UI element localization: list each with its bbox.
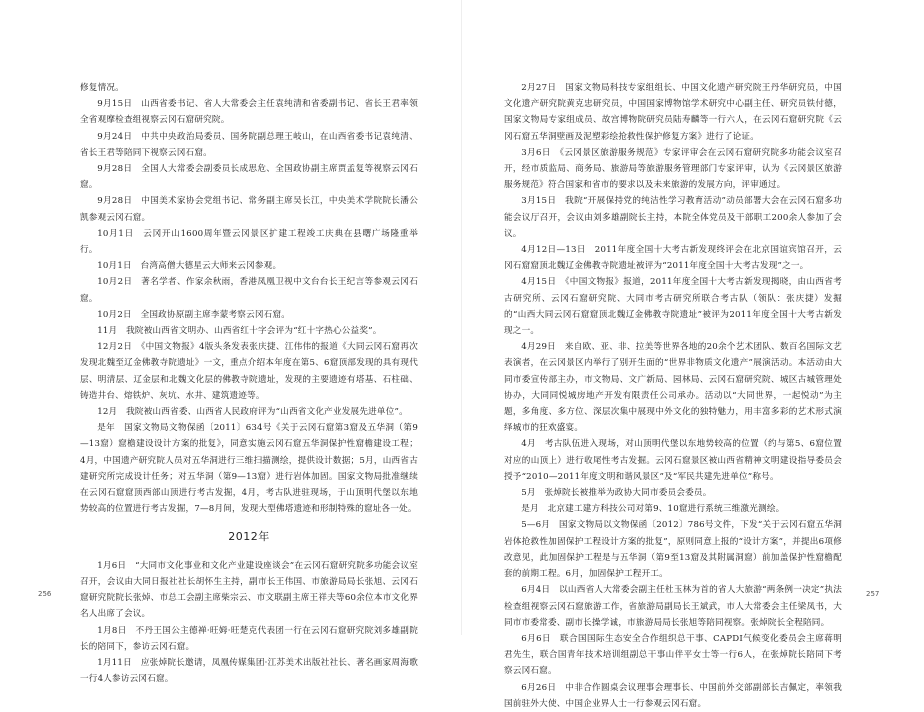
chronicle-paragraph: 1月11日 应张焯院长邀请，凤凰传媒集团·江苏美术出版社社长、著名画家周海歌一行4人参访云冈石窟。 bbox=[80, 657, 418, 685]
chronicle-paragraph: 1月6日 “大同市文化事业和文化产业建设座谈会”在云冈石窟研究院多功能会议室召开，会议由大同日报社社长胡怀生主持，副市长王伟国、市旅游局局长张旭、云冈石窟研究院院长张焯、市总工会副主席柴宗云、市文联副主席王祥夫等60余位本市文化界名人出席了会议。 bbox=[80, 560, 418, 620]
chronicle-paragraph: 9月28日 中国美术家协会党组书记、常务副主席吴长江，中央美术学院院长潘公凯参观云冈石窟。 bbox=[80, 196, 418, 223]
chronicle-paragraph: 3月6日 《云冈景区旅游服务规范》专家评审会在云冈石窟研究院多功能会议室召开，经市质监局、商务局、旅游局等旅游服务管理部门专家评审，认为《云冈景区旅游服务规范》符合国家和省市的要求以及未来旅游的发展方向，评审通过。 bbox=[504, 147, 842, 191]
left-page-text bbox=[80, 80, 418, 687]
chronicle-paragraph: 5—6月 国家文物局以文物保函〔2012〕786号文件，下发“关于云冈石窟五华洞岩体抢救性加固保护工程设计方案的批复”，原则同意上报的“设计方案”，并提出6项修改意见，此加固保护工程是与五华洞（第9至13窟及其附属洞窟）前加盖保护性窟檐配套的前期工程。6月，加固保护工程开工。 bbox=[504, 520, 842, 580]
chronicle-paragraph: 6月4日 以山西省人大常委会副主任杜玉林为首的省人大旅游“两条例一决定”执法检查组视察云冈石窟旅游工作，省旅游局副局长王斌武，市人大常委会主任梁凤书，大同市市委常委、副市长操学诚，市旅游局局长张旭等陪同视察。张焯院长全程陪同。 bbox=[504, 585, 842, 628]
left-paragraphs-2012 bbox=[80, 558, 418, 688]
right-page bbox=[462, 0, 924, 709]
chronicle-paragraph: 10月2日 著名学者、作家余秋雨，香港凤凰卫视中文台台长王纪言等参观云冈石窟。 bbox=[80, 277, 418, 304]
page-number-left: 256 bbox=[38, 590, 52, 598]
right-paragraphs bbox=[504, 80, 842, 712]
chronicle-paragraph: 10月1日 云冈开山1600周年暨云冈景区扩建工程竣工庆典在县曙广场隆重举行。 bbox=[80, 228, 418, 256]
chronicle-paragraph: 11月 我院被山西省文明办、山西省红十字会评为“红十字热心公益奖”。 bbox=[97, 326, 382, 337]
left-paragraphs bbox=[80, 80, 418, 517]
chronicle-paragraph: 是月 北京建工建方科技公司对第9、10窟进行系统三维激光测绘。 bbox=[521, 504, 785, 515]
chronicle-paragraph: 1月8日 不丹王国公主德禅·旺姆·旺楚克代表团一行在云冈石窟研究院刘多雄副院长的陪同下，参访云冈石窟。 bbox=[80, 625, 418, 652]
chronicle-paragraph: 4月12日—13日 2011年度全国十大考古新发现终评会在北京国谊宾馆召开，云冈石窟窟顶北魏辽金佛教寺院遗址被评为“2011年度全国十大考古发现”之一。 bbox=[504, 245, 842, 272]
chronicle-paragraph: 9月28日 全国人大常委会副委员长成思危、全国政协副主席贾孟复等视察云冈石窟。 bbox=[80, 164, 418, 191]
right-page-text bbox=[504, 80, 842, 712]
chronicle-paragraph: 9月24日 中共中央政治局委员、国务院副总理王岐山，在山西省委书记袁纯清、省长王君等陪同下视察云冈石窟。 bbox=[80, 131, 418, 158]
chronicle-paragraph: 4月15日 《中国文物报》报道，2011年度全国十大考古新发现揭晓，由山西省考古研究所、云冈石窟研究院、大同市考古研究所联合考古队（领队：张庆捷）发掘的“山西大同云冈石窟窟顶北魏辽金佛教寺院遗址”被评为2011年度全国十大考古新发现之一。 bbox=[504, 277, 842, 337]
chronicle-paragraph: 3月15日 我院“开展保持党的纯洁性学习教育活动”动员部署大会在云冈石窟多功能会议厅召开，会议由刘多雄副院长主持，本院全体党员及干部职工200余人参加了会议。 bbox=[504, 196, 842, 239]
chronicle-paragraph: 4月29日 来自欧、亚、非、拉美等世界各地的20余个艺术团队、数百名国际文艺表演者，在云冈景区内举行了别开生面的“世界非物质文化遗产”展演活动。本活动由大同市委宣传部主办，市文物局、文广新局、园林局、云冈石窟研究院、城区古城管理处协办，大同同悦城房地产开发有限责任公司承办。活动以“大同世界，一起悦动”为主题，多角度、多方位、深层次集中展现中外文化的独特魅力，用丰富多彩的艺术形式演绎城市的狂欢盛宴。 bbox=[504, 342, 842, 434]
chronicle-paragraph: 修复情况。 bbox=[80, 83, 124, 93]
chronicle-paragraph: 9月15日 山西省委书记、省人大常委会主任袁纯清和省委副书记、省长王君率领全省观摩检查组视察云冈石窟研究院。 bbox=[80, 99, 418, 126]
chronicle-paragraph: 5月 张焯院长被推举为政协大同市委员会委员。 bbox=[521, 488, 712, 499]
left-page bbox=[0, 0, 462, 685]
year-heading: 2012年 bbox=[228, 530, 270, 544]
chronicle-paragraph: 12月 我院被山西省委、山西省人民政府评为“山西省文化产业发展先进单位”。 bbox=[97, 407, 408, 418]
chronicle-paragraph: 6月6日 联合国国际生态安全合作组织总干事、CAPDI气候变化委员会主席蒋明君先生，联合国青年技术培训组副总干事山伴平女士等一行6人，在张焯院长陪同下考察云冈石窟。 bbox=[504, 633, 842, 677]
chronicle-paragraph: 10月2日 全国政协原副主席李蒙考察云冈石窟。 bbox=[97, 309, 291, 320]
chronicle-paragraph: 2月27日 国家文物局科技专家组组长、中国文化遗产研究院王丹华研究员，中国文化遗产研究院黄克忠研究员，中国国家博物馆学术研究中心副主任、研究员铁付德，国家文物局专家组成员、故宫博物院研究员陆寿麟等一行六人，在云冈石窟研究院《云冈石窟五华洞壁画及泥塑彩绘抢救性保护修复方案》进行了论证。 bbox=[504, 83, 842, 142]
chronicle-paragraph: 是年 国家文物局文物保函〔2011〕634号《关于云冈石窟第3窟及五华洞（第9—13窟）窟檐建设设计方案的批复》，同意实施云冈石窟五华洞保护性窟檐建设工程；4月，中国遗产研究院人员对五华洞进行三维扫描测绘，提供设计数据；5月，山西省古建研究所完成设计任务；对五华洞（第9—13窟）进行岩体加固。国家文物局批准继续在云冈石窟窟顶西部山顶进行考古发掘，4月，考古队进驻现场，于山顶明代堡以东地势较高的位置进行考古发掘，7—8月间，发现大型佛塔遗迹和形制特殊的窟址各一处。 bbox=[80, 423, 418, 515]
chronicle-paragraph: 12月2日 《中国文物报》4版头条发表张庆捷、江伟伟的报道《大同云冈石窟再次发现北魏至辽金佛教寺院遗址》一文，重点介绍本年度在第5、6窟顶部发现的具有现代层、明清层、辽金层和北魏文化层的佛教寺院遗址，发现的主要遗迹有塔基、石柱础、铸造井台、熔铁炉、灰坑、水井、建筑遗迹等。 bbox=[80, 342, 418, 401]
chronicle-paragraph: 10月1日 台湾高僧大德星云大师来云冈参观。 bbox=[97, 261, 282, 272]
chronicle-paragraph: 4月 考古队伍进入现场，对山顶明代堡以东地势较高的位置（约与第5、6窟位置对应的山顶上）进行收尾性考古发掘。云冈石窟景区被山西省精神文明建设指导委员会授予“2010—2011年度文明和谐风景区”及“军民共建先进单位”称号。 bbox=[504, 439, 842, 482]
chronicle-paragraph: 6月26日 中非合作圆桌会议理事会理事长、中国前外交部副部长吉佩定，率领我国前驻外大使、中国企业界人士一行参观云冈石窟。 bbox=[504, 682, 842, 709]
page-number-right: 257 bbox=[866, 590, 880, 598]
